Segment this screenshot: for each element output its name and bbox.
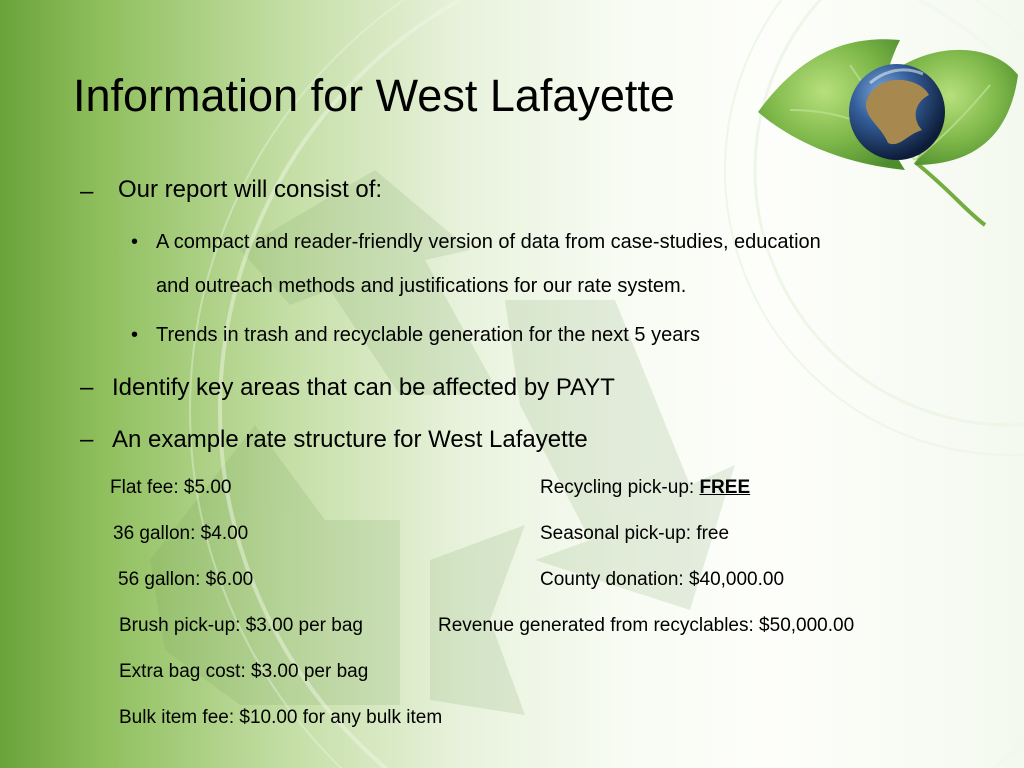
bullet-text: Trends in trash and recyclable generation for the next 5 years [156, 324, 701, 346]
slide-title: Information for West Lafayette [73, 70, 675, 121]
bullet-marker: • [131, 231, 139, 253]
bullet-text: A compact and reader-friendly version of data from case-studies, education [156, 231, 821, 253]
section-heading-payt: Identify key areas that can be affected by PAYT [112, 374, 615, 401]
rate-brush-pickup: Brush pick-up: $3.00 per bag [119, 615, 363, 636]
bullet-text-continuation: and outreach methods and justifications for our rate system. [156, 275, 687, 297]
bullet-marker: • [131, 324, 139, 346]
dash-marker: – [80, 426, 94, 453]
rate-56-gallon: 56 gallon: $6.00 [118, 569, 254, 590]
rate-bulk-item: Bulk item fee: $10.00 for any bulk item [119, 707, 443, 728]
section-heading-rate-structure: An example rate structure for West Lafayette [112, 426, 588, 453]
rate-flat-fee: Flat fee: $5.00 [110, 477, 232, 498]
dash-marker: – [80, 374, 94, 401]
dash-marker: – [80, 178, 94, 205]
leaf-globe-illustration [758, 39, 1018, 225]
rate-36-gallon: 36 gallon: $4.00 [113, 523, 249, 544]
rate-seasonal-pickup: Seasonal pick-up: free [540, 523, 730, 544]
leaf-stem [915, 162, 985, 225]
rate-recycling-pickup [540, 477, 750, 499]
recycling-pickup-free: FREE [699, 477, 751, 498]
rate-extra-bag: Extra bag cost: $3.00 per bag [119, 661, 369, 682]
section-heading-report: Our report will consist of: [118, 176, 383, 203]
rate-county-donation: County donation: $40,000.00 [540, 569, 785, 590]
rate-recyclables-revenue: Revenue generated from recyclables: $50,000.00 [438, 615, 855, 636]
recycling-pickup-label: Recycling pick-up: [540, 477, 700, 498]
